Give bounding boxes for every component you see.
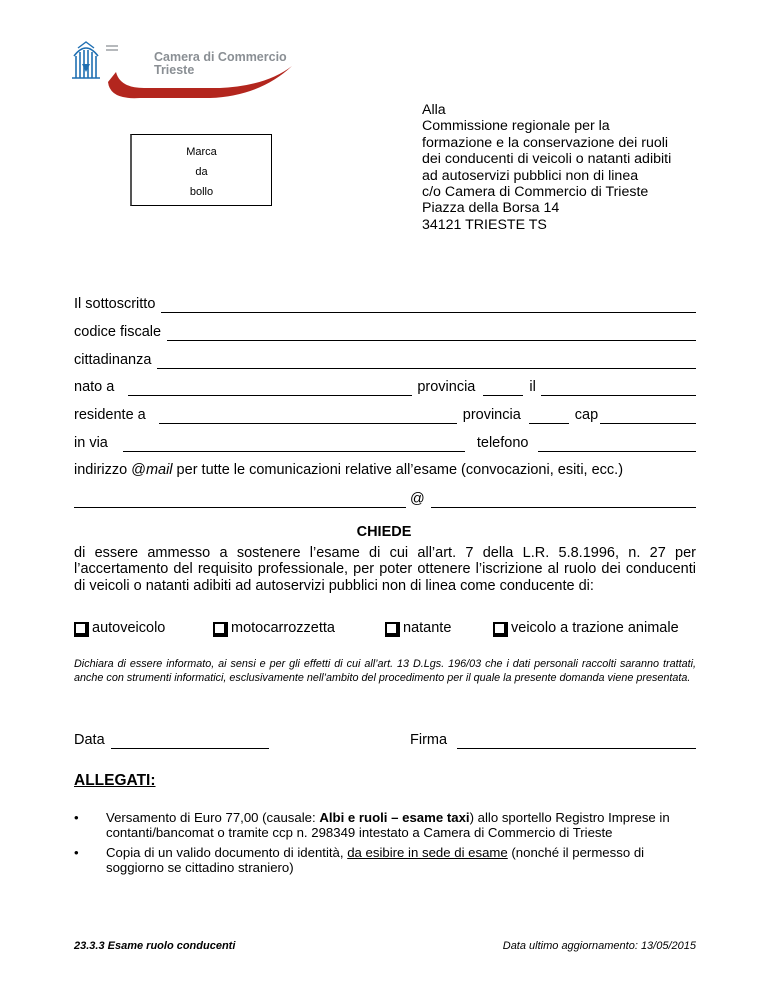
email-label-mail: mail: [145, 462, 173, 478]
label-sottoscritto: Il sottoscritto: [74, 296, 156, 312]
allegato1-text-bold: Albi e ruoli – esame taxi: [319, 810, 470, 825]
checkbox-autoveicolo[interactable]: [74, 622, 87, 635]
stamp-line2: da: [195, 166, 208, 178]
label-in-via: in via: [74, 435, 108, 451]
footer-last-updated: Data ultimo aggiornamento: 13/05/2015: [502, 940, 696, 952]
email-label-post: per tutte le comunicazioni relative all’esame (convocazioni, esiti, ecc.): [172, 462, 624, 478]
cittadinanza-field[interactable]: [157, 352, 696, 369]
option-motocarrozzetta[interactable]: [213, 620, 335, 636]
revenue-stamp-box: [130, 134, 272, 206]
stamp-line1: Marca: [186, 146, 217, 158]
row-nato-a: [74, 377, 696, 397]
allegato1-text-a: Versamento di Euro 77,00 (causale:: [106, 810, 320, 825]
cap-field[interactable]: [600, 407, 696, 424]
sottoscritto-field[interactable]: [161, 296, 696, 313]
recipient-line: ad autoservizi pubblici non di linea: [422, 167, 639, 184]
label-il: il: [529, 379, 536, 395]
telefono-field[interactable]: [538, 435, 696, 452]
bullet-dot: •: [74, 810, 79, 825]
provincia-residenza-field[interactable]: [529, 407, 569, 424]
label-provincia-residenza: provincia: [462, 407, 521, 423]
data-field[interactable]: [111, 732, 269, 749]
option-natante[interactable]: [385, 620, 451, 636]
row-cittadinanza: [74, 350, 696, 370]
allegato2-text-a: Copia di un valido documento di identità,: [106, 845, 348, 860]
nato-a-field[interactable]: [128, 379, 412, 396]
option-autoveicolo[interactable]: [74, 620, 165, 636]
recipient-line: Alla: [422, 102, 446, 118]
label-residente-a: residente a: [74, 407, 146, 423]
recipient-address: [422, 102, 671, 233]
email-user-field[interactable]: [74, 491, 406, 508]
row-codice-fiscale: [74, 322, 696, 342]
allegato1-text-c: ) allo sportello Registro Imprese in contanti/bancomat o tramite ccp n. 298349 intestato a Camera di Commercio di Trieste: [106, 810, 670, 841]
recipient-line: Commissione regionale per la: [422, 118, 610, 135]
recipient-line: dei conducenti di veicoli o natanti adibiti: [422, 151, 672, 168]
checkbox-motocarrozzetta[interactable]: [213, 622, 226, 635]
checkbox-trazione-animale[interactable]: [493, 622, 506, 635]
at-sign: @: [410, 491, 425, 507]
allegati-heading: ALLEGATI:: [74, 772, 156, 789]
label-cittadinanza: cittadinanza: [74, 352, 152, 368]
row-firma: [410, 730, 696, 750]
option-label: natante: [403, 620, 452, 636]
allegato2-text-underlined: da esibire in sede di esame: [347, 845, 508, 860]
row-sottoscritto: [74, 294, 696, 314]
allegato2-text-c: (nonché il permesso di soggiorno se cittadino straniero): [106, 845, 645, 876]
firma-field[interactable]: [457, 732, 696, 749]
provincia-nascita-field[interactable]: [483, 379, 523, 396]
row-data: [74, 730, 274, 750]
option-trazione-animale[interactable]: [493, 620, 679, 636]
label-cap: cap: [574, 407, 599, 423]
privacy-statement: Dichiara di essere informato, ai sensi e per gli effetti di cui all’art. 13 D.Lgs. 196/03 che i dati personali raccolti saranno trattati, anche con strumenti informatici, esclusivamente nell’ambito del procedimento per il quale la presente domanda viene presentata.: [74, 658, 696, 684]
logo-name-line2: Trieste: [154, 63, 195, 77]
recipient-line: formazione e la conservazione dei ruoli: [422, 134, 669, 151]
label-email-info: [74, 462, 623, 480]
checkbox-natante[interactable]: [385, 622, 398, 635]
label-telefono: telefono: [476, 435, 529, 451]
logo-name-line1: Camera di Commercio: [154, 50, 287, 64]
footer-doc-code: 23.3.3 Esame ruolo conducenti: [74, 940, 236, 952]
row-via: [74, 433, 696, 453]
residente-a-field[interactable]: [159, 407, 457, 424]
stamp-line3: bollo: [189, 186, 214, 198]
chamber-logo: [70, 38, 310, 104]
chiede-heading: CHIEDE: [356, 524, 412, 540]
email-label-pre: indirizzo @: [74, 462, 146, 478]
email-domain-field[interactable]: [431, 491, 696, 508]
option-label: veicolo a trazione animale: [511, 620, 679, 636]
label-firma: Firma: [410, 732, 448, 748]
label-provincia-nascita: provincia: [417, 379, 476, 395]
allegato-item: [74, 845, 696, 875]
allegato-item: [74, 810, 696, 840]
in-via-field[interactable]: [123, 435, 465, 452]
data-nascita-field[interactable]: [541, 379, 696, 396]
row-email-label: [74, 460, 696, 480]
recipient-line: Piazza della Borsa 14: [422, 200, 560, 217]
row-residente: [74, 405, 696, 425]
row-email: [74, 489, 696, 509]
option-label: motocarrozzetta: [231, 620, 335, 636]
recipient-line: 34121 TRIESTE TS: [422, 216, 547, 233]
bullet-dot: •: [74, 845, 79, 860]
label-codice-fiscale: codice fiscale: [74, 324, 162, 340]
label-data: Data: [74, 732, 105, 748]
option-label: autoveicolo: [92, 620, 166, 636]
recipient-line: c/o Camera di Commercio di Trieste: [422, 184, 649, 201]
codice-fiscale-field[interactable]: [167, 324, 696, 341]
request-paragraph: di essere ammesso a sostenere l’esame di cui all’art. 7 della L.R. 5.8.1996, n. 27 per l’accertamento del requisito professionale, per poter ottenere l’iscrizione al ruolo dei conducenti di veicoli o natanti adibiti ad autoservizi pubblici non di linea come conducente di:: [74, 545, 696, 594]
label-nato-a: nato a: [74, 379, 115, 395]
